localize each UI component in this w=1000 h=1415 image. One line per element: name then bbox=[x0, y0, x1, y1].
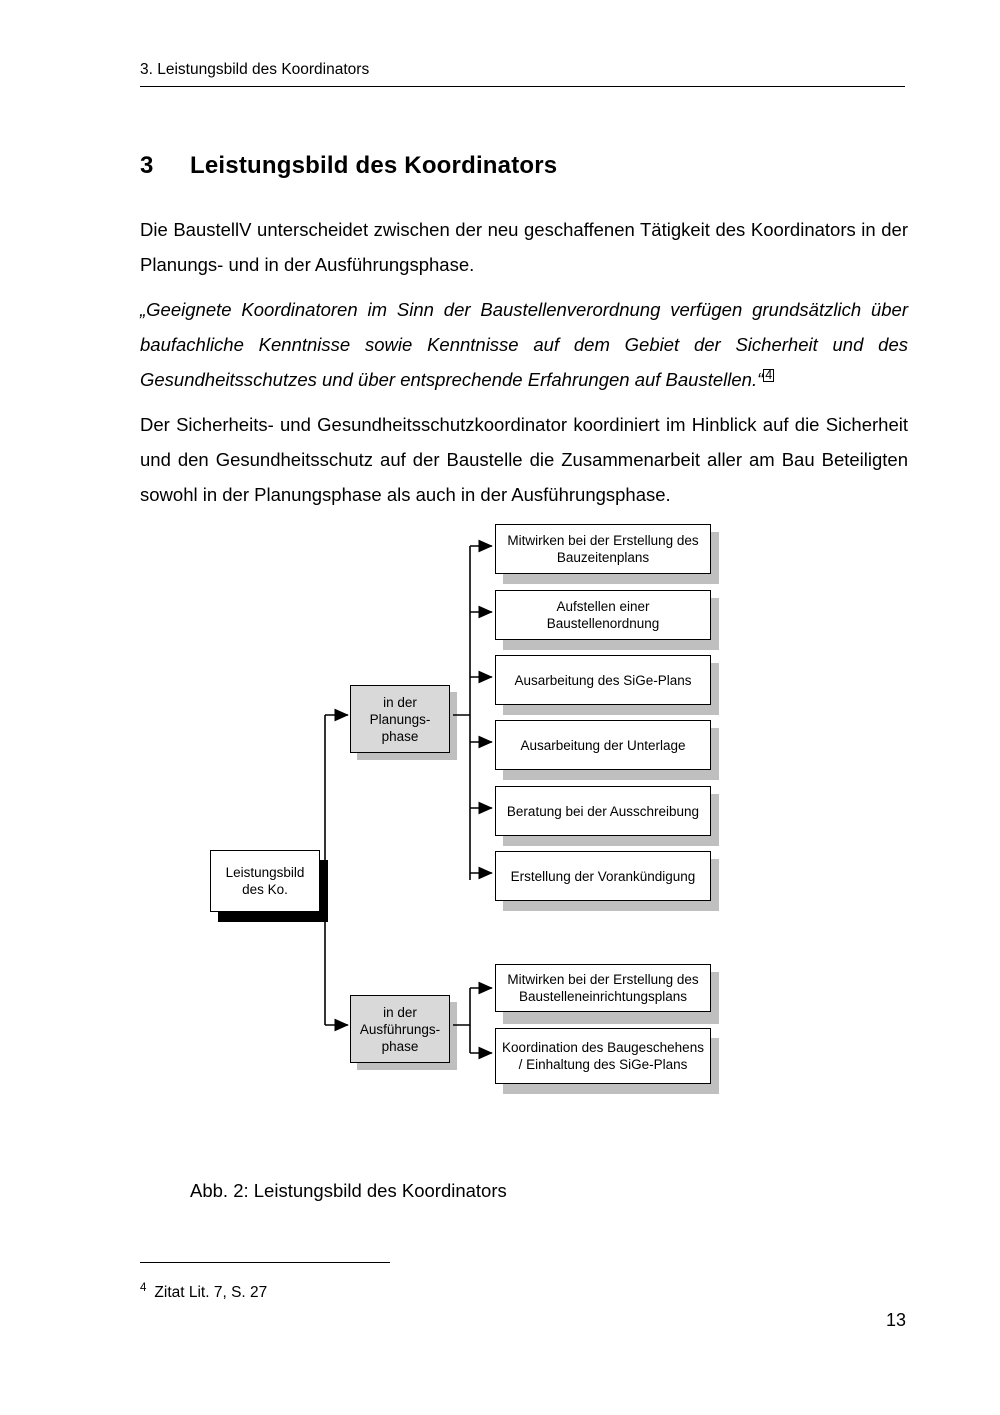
node-task-planung-5: Beratung bei der Ausschreibung bbox=[495, 786, 711, 836]
figure-caption: Abb. 2: Leistungsbild des Koordinators bbox=[190, 1180, 507, 1201]
page-number: 13 bbox=[885, 1310, 906, 1330]
page-title bbox=[140, 152, 910, 180]
paragraph-1: Die BaustellV unterscheidet zwischen der neu geschaffenen Tätigkeit des Koordinators in der Planungs- und in der Ausführungsphase. bbox=[140, 219, 908, 275]
chapter-title: Leistungsbild des Koordinators bbox=[190, 152, 558, 179]
quote-text: „Geeignete Koordinatoren im Sinn der Baustellenverordnung verfügen grundsätzlich über baufachliche Kenntnisse sowie Kenntnisse auf dem Gebiet der Sicherheit und des Gesundheitsschutzes und über entsprechende Erfahrungen auf Baustellen.“ bbox=[140, 299, 908, 390]
paragraph-2-quote bbox=[140, 292, 908, 397]
node-task-planung-3: Ausarbeitung des SiGe-Plans bbox=[495, 655, 711, 705]
chapter-number: 3 bbox=[140, 152, 154, 179]
footnote bbox=[140, 1282, 267, 1302]
node-phase-planung: in der Planungs- phase bbox=[350, 685, 450, 753]
footnote-separator bbox=[140, 1262, 390, 1263]
footnote-reference: 4 bbox=[765, 367, 773, 382]
node-phase-ausfuehrung: in der Ausführungs- phase bbox=[350, 995, 450, 1063]
node-root: Leistungsbild des Ko. bbox=[210, 850, 320, 912]
running-header: 3. Leistungsbild des Koordinators bbox=[140, 60, 905, 87]
node-task-planung-6: Erstellung der Vorankündigung bbox=[495, 851, 711, 901]
node-task-planung-2: Aufstellen einer Baustellenordnung bbox=[495, 590, 711, 640]
node-task-ausfuehrung-1: Mitwirken bei der Erstellung des Baustelleneinrichtungsplans bbox=[495, 964, 711, 1012]
paragraph-3: Der Sicherheits- und Gesundheitsschutzkoordinator koordiniert im Hinblick auf die Sicherheit und den Gesundheitsschutz auf der Baustelle die Zusammenarbeit aller am Bau Beteiligten sowohl in der Planungsphase als auch in der Ausführungsphase. bbox=[140, 414, 908, 505]
footnote-text: Zitat Lit. 7, S. 27 bbox=[154, 1284, 268, 1302]
node-task-planung-4: Ausarbeitung der Unterlage bbox=[495, 720, 711, 770]
figure-leistungsbild-diagram bbox=[140, 520, 910, 1100]
node-task-ausfuehrung-2: Koordination des Baugeschehens / Einhaltung des SiGe-Plans bbox=[495, 1028, 711, 1084]
footnote-marker: 4 bbox=[140, 1282, 147, 1294]
node-task-planung-1: Mitwirken bei der Erstellung des Bauzeitenplans bbox=[495, 524, 711, 574]
